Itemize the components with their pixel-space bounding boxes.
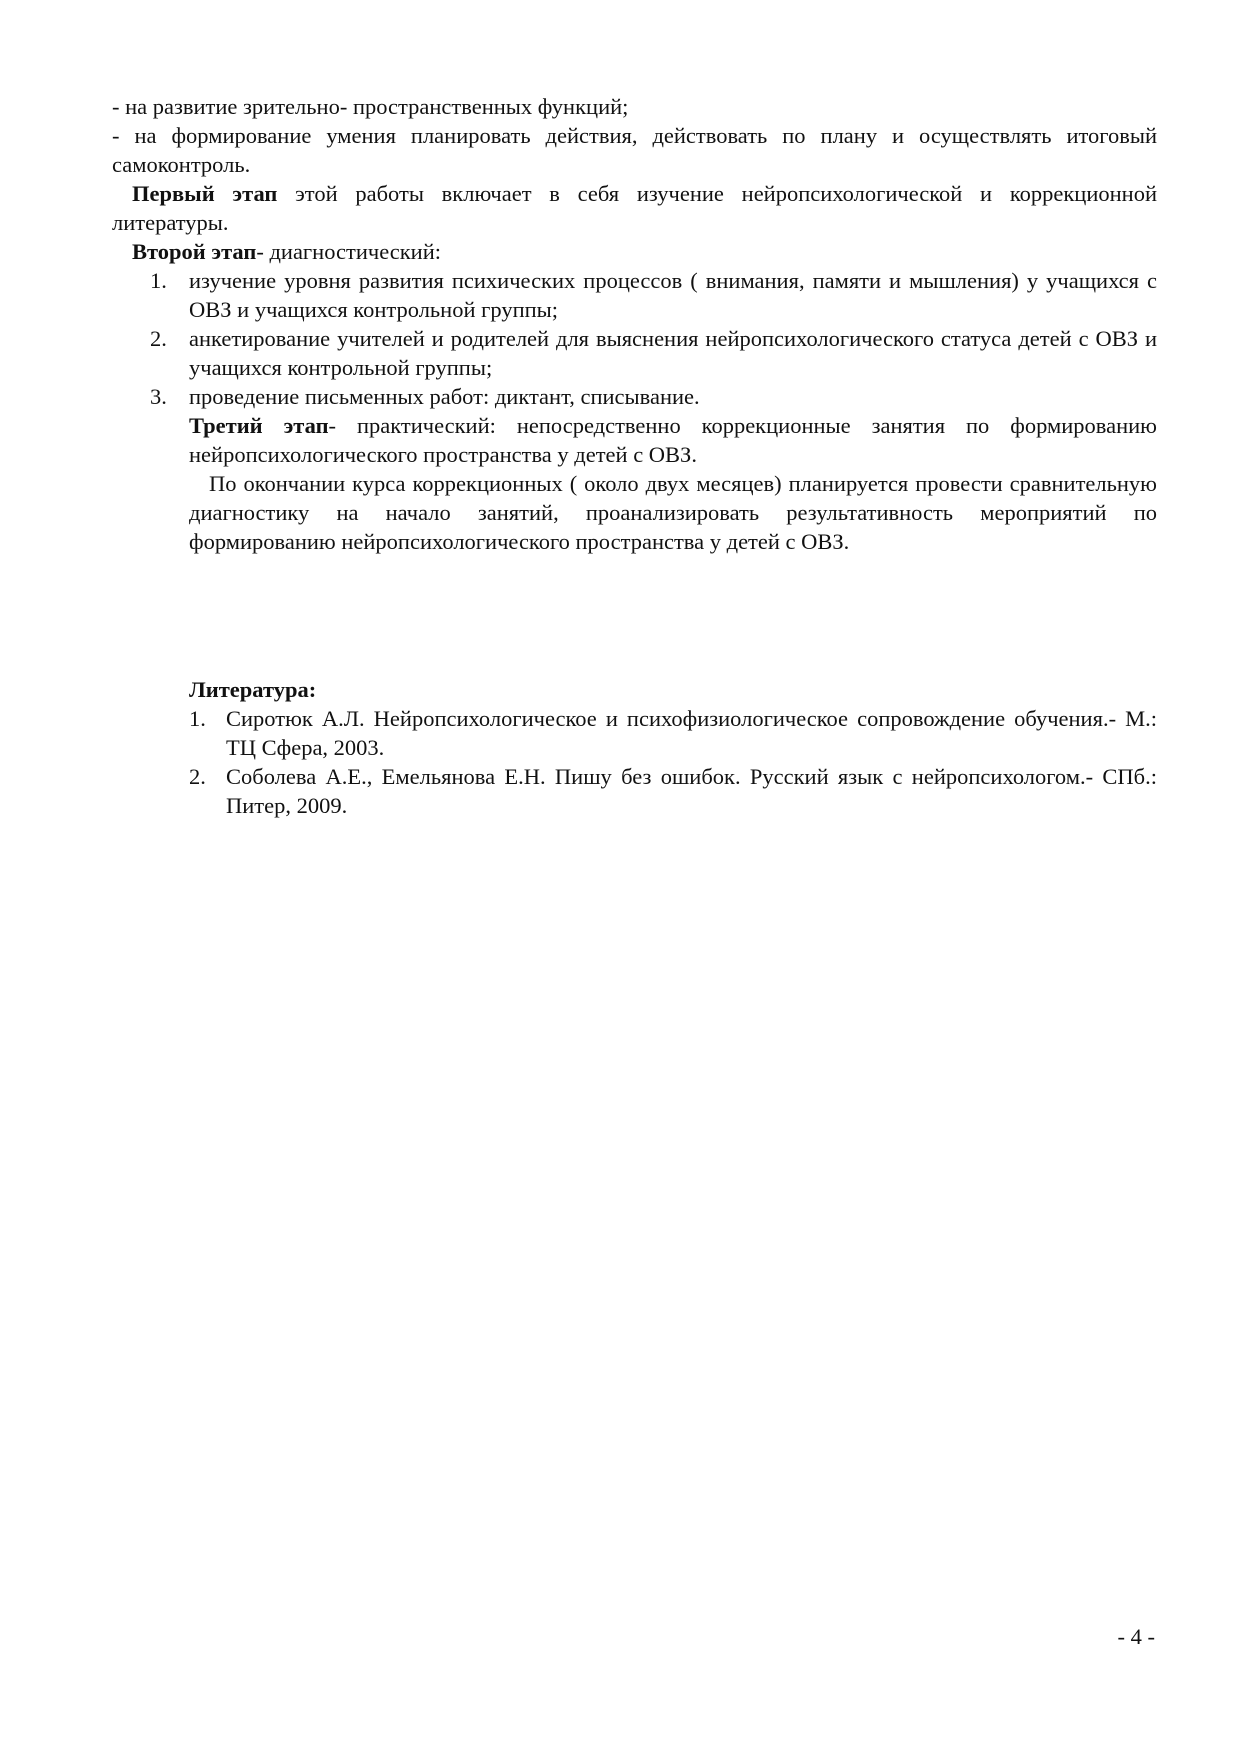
stage1-text: этой работы включает в себя изучение нейропсихологической и коррекционной литературы. bbox=[112, 181, 1157, 235]
list-item bbox=[112, 382, 1157, 411]
stage2-paragraph bbox=[112, 237, 1157, 266]
literature-item bbox=[112, 704, 1157, 762]
literature-item-number: 1. bbox=[189, 706, 206, 731]
stage2-title: Второй этап bbox=[132, 239, 257, 264]
stage3-block bbox=[112, 411, 1157, 556]
literature-list bbox=[112, 704, 1157, 820]
list-item-text: анкетирование учителей и родителей для выяснения нейропсихологического статуса детей с ОВЗ и учащихся контрольной группы; bbox=[189, 326, 1157, 380]
page-content bbox=[112, 92, 1157, 820]
list-item-number: 1. bbox=[150, 268, 167, 293]
list-item-text: изучение уровня развития психических процессов ( внимания, памяти и мышления) у учащихся с ОВЗ и учащихся контрольной группы; bbox=[189, 268, 1157, 322]
stage3-title: Третий этап bbox=[189, 413, 329, 438]
stage3-paragraph bbox=[189, 411, 1157, 469]
stage3-text: - практический: непосредственно коррекционные занятия по формированию нейропсихологического пространства у детей с ОВЗ. bbox=[189, 413, 1157, 467]
conclusion-paragraph: По окончании курса коррекционных ( около двух месяцев) планируется провести сравнительную диагностику на начало занятий, проанализировать результативность мероприятий по формированию нейропсихологического пространства у детей с ОВЗ. bbox=[189, 471, 1157, 554]
literature-title: Литература: bbox=[189, 677, 317, 702]
intro-line-1: - на развитие зрительно- пространственных функций; bbox=[112, 94, 629, 119]
literature-item-text: Сиротюк А.Л. Нейропсихологическое и психофизиологическое сопровождение обучения.- М.: ТЦ Сфера, 2003. bbox=[226, 706, 1157, 760]
intro-line-2: - на формирование умения планировать действия, действовать по плану и осуществлять итоговый самоконтроль. bbox=[112, 123, 1157, 177]
stage2-text: - диагностический: bbox=[256, 239, 441, 264]
stage2-list bbox=[112, 266, 1157, 411]
list-item-number: 2. bbox=[150, 326, 167, 351]
list-item-text: проведение письменных работ: диктант, списывание. bbox=[189, 384, 700, 409]
page-number: - 4 - bbox=[1117, 1624, 1155, 1649]
literature-item-number: 2. bbox=[189, 764, 206, 789]
list-item-number: 3. bbox=[150, 384, 167, 409]
list-item bbox=[112, 324, 1157, 382]
spacer bbox=[112, 556, 1157, 675]
literature-item bbox=[112, 762, 1157, 820]
literature-item-text: Соболева А.Е., Емельянова Е.Н. Пишу без ошибок. Русский язык с нейропсихологом.- СПб.: Питер, 2009. bbox=[226, 764, 1157, 818]
list-item bbox=[112, 266, 1157, 324]
stage1-paragraph bbox=[112, 179, 1157, 237]
stage1-title: Первый этап bbox=[132, 181, 278, 206]
